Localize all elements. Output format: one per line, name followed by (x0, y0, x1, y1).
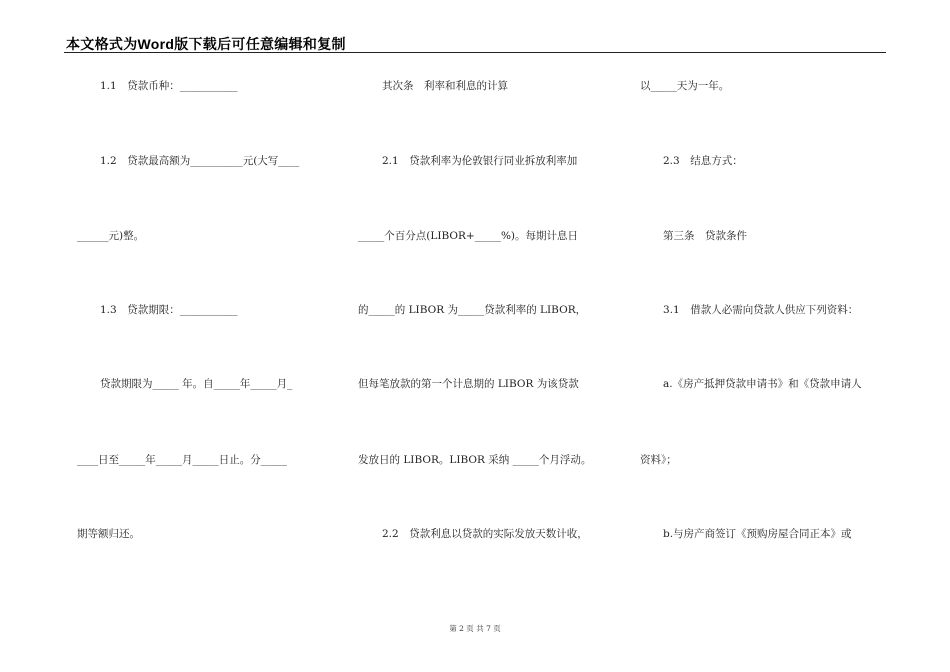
text-line: 发放日的 LIBOR。LIBOR 采纳 _____个月浮动。 (358, 454, 592, 466)
section-heading: 其次条 利率和利息的计算 (382, 80, 508, 92)
text-line: 以_____天为一年。 (640, 80, 730, 92)
page-number: 第 2 页 共 7 页 (449, 624, 501, 633)
text-line: 资料》； (640, 454, 677, 466)
text-line: 1.3 贷款期限：___________ (100, 304, 238, 316)
text-line: 贷款期限为_____ 年。自_____年_____月_ (100, 378, 293, 390)
section-heading: 第三条 贷款条件 (663, 230, 747, 242)
text-line: a.《房产抵押贷款申请书》和《贷款申请人 (663, 378, 862, 390)
text-line: 1.2 贷款最高额为__________元(大写____ (100, 155, 300, 167)
text-line: ____日至_____年_____月_____日止。分_____ (77, 454, 287, 466)
document-header-title: 本文格式为Word版下载后可任意编辑和复制 (66, 36, 346, 52)
text-line: 3.1 借款人必需向贷款人供应下列资料： (663, 304, 859, 316)
text-line: 期等额归还。 (77, 528, 140, 540)
text-line: 但每笔放款的第一个计息期的 LIBOR 为该贷款 (358, 378, 579, 390)
text-line: _____个百分点(LIBOR+_____%)。每期计息日 (358, 230, 579, 242)
text-line: ______元)整。 (77, 230, 145, 242)
text-line: 的_____的 LIBOR 为_____贷款利率的 LIBOR， (358, 304, 587, 316)
text-line: 2.3 结息方式： (663, 155, 743, 167)
text-line: b.与房产商签订《预购房屋合同正本》或 (663, 528, 852, 540)
text-line: 1.1 贷款币种：___________ (100, 80, 238, 92)
text-line: 2.1 贷款利率为伦敦银行同业拆放利率加 (382, 155, 578, 167)
text-line: 2.2 贷款利息以贷款的实际发放天数计收， (382, 528, 588, 540)
header-divider (64, 52, 886, 53)
